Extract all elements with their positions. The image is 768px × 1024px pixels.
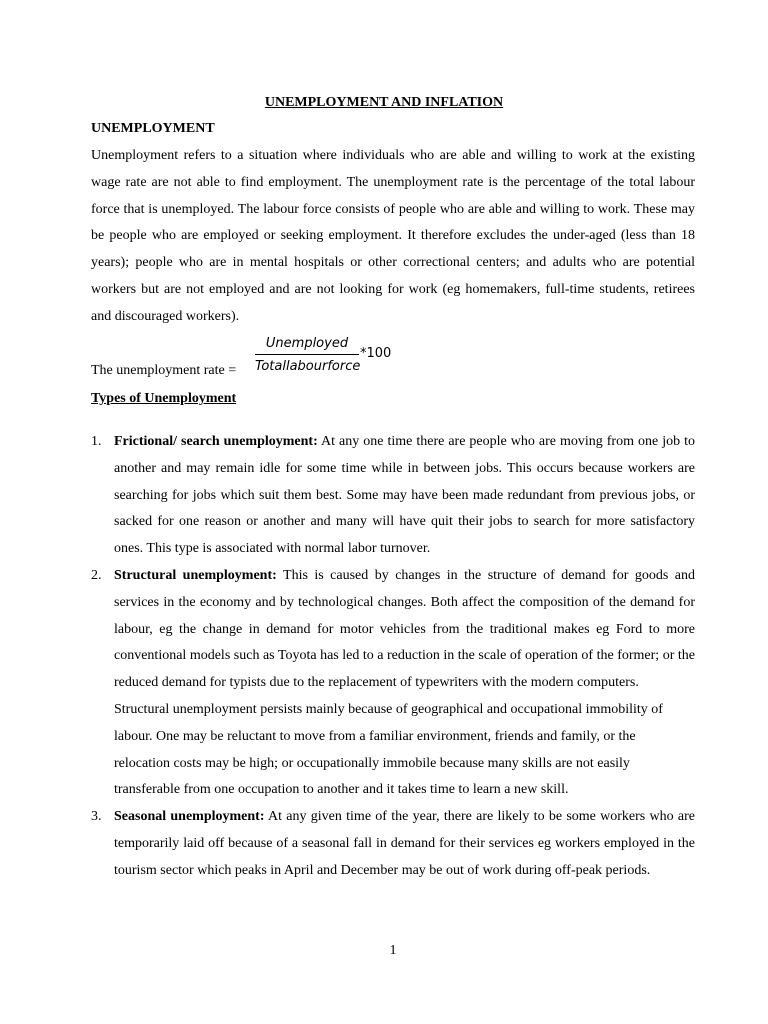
types-list <box>91 429 695 885</box>
list-item-extra-paragraph: Structural unemployment persists mainly because of geographical and occupational immobility of labour. One may be reluctant to move from a familiar environment, friends and family, or the relocation costs may be high; or occupationally immobile because many skills are not easily transferable from one occupation to another and it takes time to learn a new skill. <box>114 701 663 798</box>
list-item-term: Structural unemployment: <box>114 567 277 583</box>
list-item-structural <box>91 563 695 804</box>
list-item-text: At any given time of the year, there are likely to be some workers who are temporarily laid off because of a seasonal fall in demand for their services eg workers employed in the tourism sector which peaks in April and December may be out of work during off-peak periods. <box>114 809 695 878</box>
list-item-frictional <box>91 429 695 563</box>
list-item-term: Frictional/ search unemployment: <box>114 434 318 449</box>
list-item-seasonal <box>91 804 695 884</box>
intro-paragraph: Unemployment refers to a situation where individuals who are able and willing to work at the existing wage rate are not able to find employment. The unemployment rate is the percentage of the total labour force that is unemployed. The labour force consists of people who are able and willing to work. These may be people who are employed or seeking employment. It therefore excludes the under-aged (less than 18 years); people who are in mental hospitals or other correctional centers; and adults who are potential workers but are not employed and are not looking for work (eg homemakers, full-time students, retirees and discouraged workers). <box>91 148 695 324</box>
list-item-text: This is caused by changes in the structure of demand for goods and services in the economy and by technological changes. Both affect the composition of the demand for labour, eg the change in demand for motor vehicles from the traditional makes eg Ford to more conventional models such as Toyota has led to a reduction in the scale of operation of the former; or the reduced demand for typists due to the replacement of typewriters with the modern computers. <box>114 567 695 691</box>
list-item-term: Seasonal unemployment: <box>114 809 265 825</box>
list-item-number: 3. <box>91 809 102 825</box>
types-heading: Types of Unemployment <box>91 391 237 406</box>
formula-label: The unemployment rate = <box>91 363 237 378</box>
section-heading-unemployment: UNEMPLOYMENT <box>91 121 215 136</box>
page-number: 1 <box>389 943 397 958</box>
formula-numerator: Unemployed <box>265 336 349 351</box>
list-item-number: 2. <box>91 567 102 583</box>
fraction-bar <box>255 354 359 355</box>
formula-denominator: Totallabourforce <box>255 359 361 374</box>
list-item-text: At any one time there are people who are moving from one job to another and may remain idle for some time while in between jobs. This occurs because workers are searching for jobs which suit them best. Some may have been made redundant from previous jobs, or sacked for one reason or another and many will have quit their jobs to search for more satisfactory ones. This type is associated with normal labor turnover. <box>114 434 695 557</box>
document-title: UNEMPLOYMENT AND INFLATION <box>264 95 504 110</box>
formula-multiplier: *100 <box>360 346 392 361</box>
list-item-number: 1. <box>91 434 102 449</box>
unemployment-rate-formula <box>91 335 491 379</box>
formula-fraction <box>255 335 359 379</box>
